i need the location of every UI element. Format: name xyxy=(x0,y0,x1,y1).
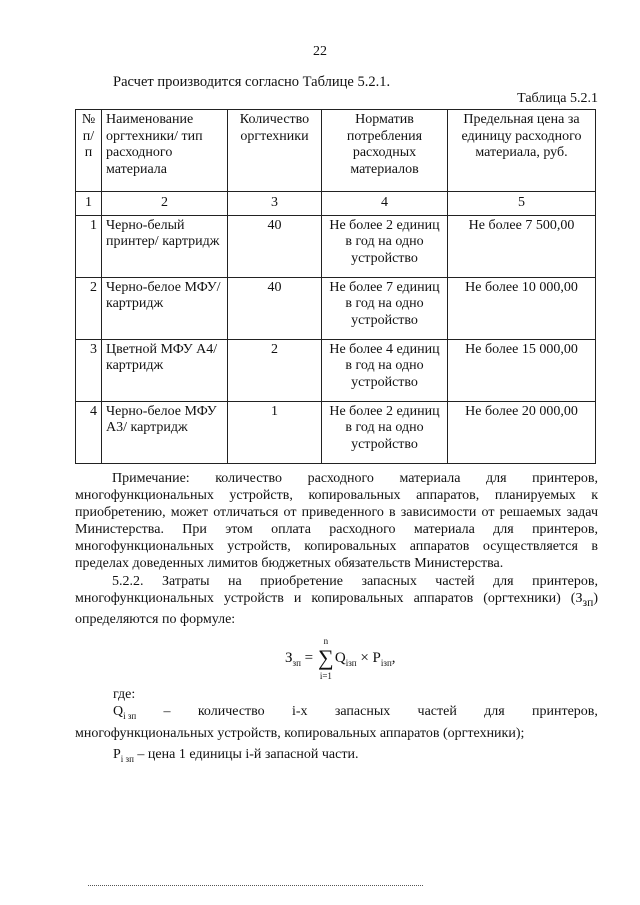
definition-q-word: i-х xyxy=(291,704,308,719)
cell-name: Черно-белое МФУ А3/ картридж xyxy=(102,401,228,463)
cell-norm: Не более 2 единиц в год на одно устройство xyxy=(322,215,448,277)
header-norm: Норматив потребления расходных материалов xyxy=(322,110,448,192)
note-text: Примечание: количество расходного материала для принтеров, многофункциональных устройств, копировальных аппаратов, планируемых к приобретению, может отличаться от приведенного в зависимости от решаемых задач Министерства. При этом оплата расходного материала для принтеров, многофункциональных устройств, копировальных аппаратов осуществляется в пределах доведенных лимитов бюджетных обязательств Министерства. xyxy=(75,471,598,571)
sigma-icon: ∑ xyxy=(318,645,334,670)
formula-end: , xyxy=(391,649,396,666)
header-price: Предельная цена за единицу расходного материала, руб. xyxy=(448,110,596,192)
section-lead: 5.2.2. Затраты на приобретение запасных частей для принтеров, многофункциональных устройств и копировальных аппаратов (оргтехники) (З xyxy=(75,574,598,606)
section-lead-subscript: зп xyxy=(582,595,594,609)
cell-name: Цветной МФУ А4/ картридж xyxy=(102,339,228,401)
definition-q-line-1 xyxy=(75,703,598,725)
definition-p-symbol: P xyxy=(113,747,121,762)
formula-equals: = xyxy=(300,649,317,666)
cell-num: 1 xyxy=(76,215,102,277)
norms-table-container xyxy=(75,109,596,464)
summation-symbol xyxy=(317,636,335,681)
cell-norm: Не более 4 единиц в год на одно устройство xyxy=(322,339,448,401)
definition-q-word: принтеров, xyxy=(531,704,598,719)
definition-p-subscript: i зп xyxy=(120,753,134,764)
table-row xyxy=(76,215,596,277)
cell-norm: Не более 2 единиц в год на одно устройство xyxy=(322,401,448,463)
definition-p xyxy=(75,746,636,768)
column-number: 3 xyxy=(228,192,322,216)
cell-qty: 1 xyxy=(228,401,322,463)
column-number: 4 xyxy=(322,192,448,216)
cell-name: Черно-белый принтер/ картридж xyxy=(102,215,228,277)
sum-upper-limit: n xyxy=(323,636,329,646)
definition-q-dash: – xyxy=(163,704,171,719)
formula-p: P xyxy=(372,649,381,666)
cell-price: Не более 7 500,00 xyxy=(448,215,596,277)
cell-name: Черно-белое МФУ/ картридж xyxy=(102,277,228,339)
cell-price: Не более 20 000,00 xyxy=(448,401,596,463)
formula-lhs: З xyxy=(285,649,293,666)
where-label: где: xyxy=(113,687,136,702)
table-row xyxy=(76,339,596,401)
note-paragraph xyxy=(75,470,598,572)
column-number: 1 xyxy=(76,192,102,216)
cell-qty: 40 xyxy=(228,215,322,277)
column-number: 5 xyxy=(448,192,596,216)
formula-q-subscript: iзп xyxy=(345,657,357,668)
formula-times: × xyxy=(356,649,373,666)
definition-q-word: частей xyxy=(417,704,457,719)
definition-q-word: запасных xyxy=(334,704,391,719)
cell-num: 2 xyxy=(76,277,102,339)
cost-formula xyxy=(285,636,396,681)
table-row xyxy=(76,401,596,463)
sum-lower-limit: i=1 xyxy=(319,671,332,681)
section-tail: ) определяются по формуле: xyxy=(75,591,598,627)
definition-q-word: количество xyxy=(197,704,265,719)
cell-num: 3 xyxy=(76,339,102,401)
footer-divider xyxy=(88,885,423,886)
header-num: № п/п xyxy=(76,110,102,192)
definition-q-word: для xyxy=(484,704,505,719)
definition-p-text: – цена 1 единицы i-й запасной части. xyxy=(133,747,359,762)
cell-num: 4 xyxy=(76,401,102,463)
cell-price: Не более 15 000,00 xyxy=(448,339,596,401)
table-caption: Таблица 5.2.1 xyxy=(517,91,598,106)
definition-q-symbol: Q xyxy=(113,704,124,719)
cell-qty: 40 xyxy=(228,277,322,339)
section-5-2-2-paragraph xyxy=(75,573,598,628)
formula-lhs-subscript: зп xyxy=(292,657,301,668)
cell-norm: Не более 7 единиц в год на одно устройство xyxy=(322,277,448,339)
header-name: Наименование оргтехники/ тип расходного материала xyxy=(102,110,228,192)
page-number: 22 xyxy=(313,44,327,59)
column-number-row xyxy=(76,192,596,216)
column-number: 2 xyxy=(102,192,228,216)
norms-table xyxy=(75,109,596,464)
intro-text: Расчет производится согласно Таблице 5.2.1. xyxy=(113,74,391,90)
formula-p-subscript: iзп xyxy=(380,657,392,668)
cell-price: Не более 10 000,00 xyxy=(448,277,596,339)
header-qty: Количество оргтехники xyxy=(228,110,322,192)
formula-q: Q xyxy=(334,649,346,666)
definition-q xyxy=(75,703,598,742)
cell-qty: 2 xyxy=(228,339,322,401)
table-header-row xyxy=(76,110,596,192)
definition-q-subscript: i зп xyxy=(123,710,137,721)
definition-q-symbol-group xyxy=(113,703,136,725)
table-row xyxy=(76,277,596,339)
definition-q-line-2: многофункциональных устройств, копировальных аппаратов (оргтехники); xyxy=(75,725,525,741)
